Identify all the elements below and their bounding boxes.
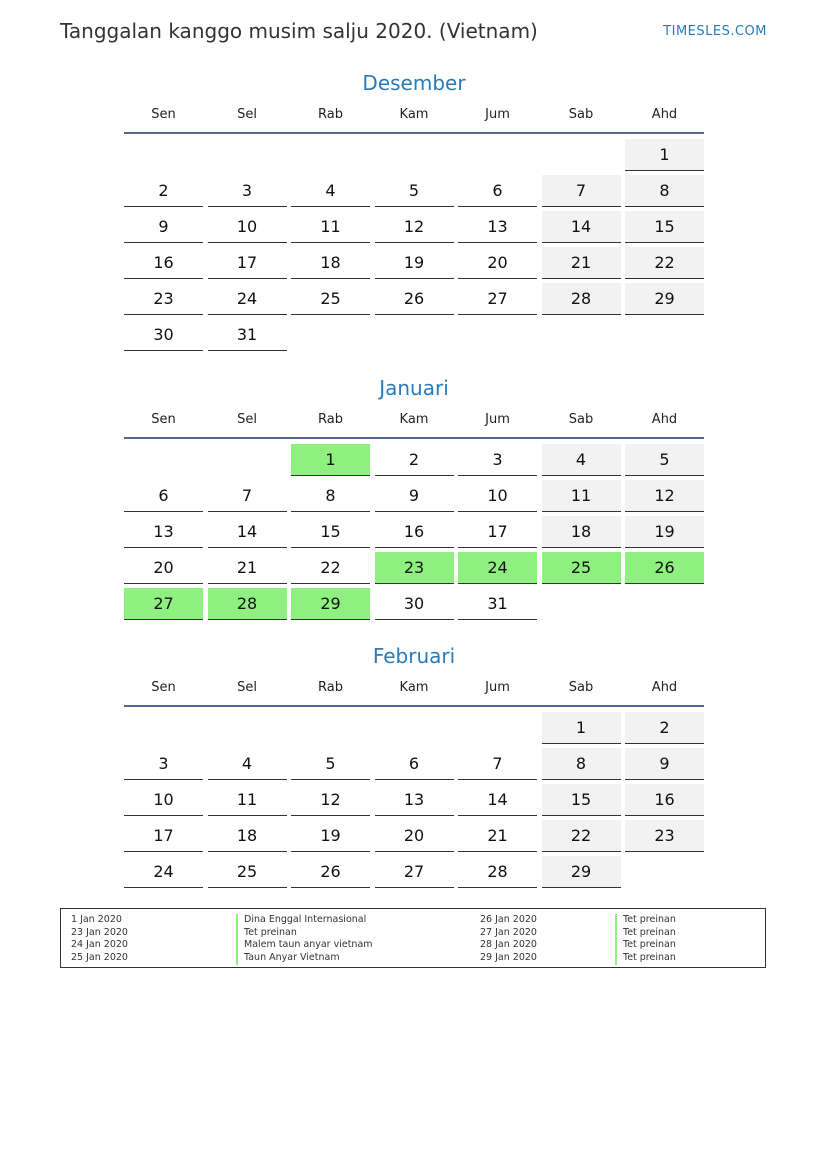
day-cell[interactable]: 23 [375, 552, 454, 584]
legend-name: Tet preinan [615, 914, 676, 927]
empty-cell [291, 139, 370, 171]
day-cell[interactable]: 16 [124, 247, 203, 279]
day-cell[interactable]: 20 [124, 552, 203, 584]
day-cell[interactable]: 18 [291, 247, 370, 279]
day-cell[interactable]: 8 [542, 748, 621, 780]
day-cell[interactable]: 12 [291, 784, 370, 816]
day-cell[interactable]: 1 [625, 139, 704, 171]
day-cell[interactable]: 27 [458, 283, 537, 315]
day-cell[interactable]: 4 [291, 175, 370, 207]
empty-cell [375, 712, 454, 744]
legend-name: Dina Enggal Internasional [236, 914, 373, 927]
day-cell[interactable]: 25 [208, 856, 287, 888]
day-cell[interactable]: 23 [124, 283, 203, 315]
empty-cell [291, 712, 370, 744]
legend-name: Taun Anyar Vietnam [236, 952, 373, 965]
day-cell[interactable]: 6 [458, 175, 537, 207]
empty-cell [208, 444, 287, 476]
day-cell[interactable]: 2 [124, 175, 203, 207]
day-cell[interactable]: 31 [208, 319, 287, 351]
legend-date: 25 Jan 2020 [71, 952, 128, 964]
empty-cell [124, 139, 203, 171]
day-cell[interactable]: 16 [625, 784, 704, 816]
empty-cell [124, 444, 203, 476]
legend-name: Tet preinan [615, 939, 676, 952]
day-cell[interactable]: 10 [458, 480, 537, 512]
day-cell[interactable]: 14 [458, 784, 537, 816]
day-cell[interactable]: 15 [542, 784, 621, 816]
day-cell[interactable]: 30 [375, 588, 454, 620]
month-title: Januari [379, 376, 449, 400]
day-cell[interactable]: 24 [124, 856, 203, 888]
day-cell[interactable]: 26 [625, 552, 704, 584]
weekday-label: Sel [237, 680, 257, 695]
day-cell[interactable]: 3 [458, 444, 537, 476]
weekday-label: Ahd [651, 107, 678, 122]
empty-cell [375, 139, 454, 171]
weekday-label: Sab [568, 107, 594, 122]
month-desember [124, 68, 704, 373]
legend-names-right [615, 914, 676, 965]
day-cell[interactable]: 5 [625, 444, 704, 476]
month-februari [124, 641, 704, 946]
day-grid [124, 712, 704, 888]
day-cell[interactable]: 11 [208, 784, 287, 816]
day-cell[interactable]: 17 [124, 820, 203, 852]
weekday-label: Ahd [651, 680, 678, 695]
day-cell[interactable]: 28 [208, 588, 287, 620]
weekday-label: Sel [237, 107, 257, 122]
empty-cell [458, 139, 537, 171]
legend-dates-left [71, 914, 128, 965]
day-cell[interactable]: 22 [625, 247, 704, 279]
day-cell[interactable]: 7 [542, 175, 621, 207]
day-cell[interactable]: 5 [375, 175, 454, 207]
brand-link[interactable]: TIMESLES.COM [663, 24, 767, 39]
day-cell[interactable]: 19 [625, 516, 704, 548]
holiday-legend [60, 908, 766, 968]
legend-date: 24 Jan 2020 [71, 939, 128, 951]
day-cell[interactable]: 9 [375, 480, 454, 512]
day-cell[interactable]: 28 [458, 856, 537, 888]
weekday-label: Rab [318, 412, 343, 427]
day-cell[interactable]: 29 [625, 283, 704, 315]
day-cell[interactable]: 22 [291, 552, 370, 584]
day-cell[interactable]: 7 [458, 748, 537, 780]
day-cell[interactable]: 18 [208, 820, 287, 852]
weekday-header [124, 403, 704, 439]
day-cell[interactable]: 31 [458, 588, 537, 620]
weekday-label: Jum [485, 412, 510, 427]
weekday-header [124, 671, 704, 707]
day-grid [124, 444, 704, 620]
legend-date: 23 Jan 2020 [71, 926, 128, 938]
day-cell[interactable]: 30 [124, 319, 203, 351]
day-cell[interactable]: 4 [542, 444, 621, 476]
day-cell[interactable]: 9 [625, 748, 704, 780]
empty-cell [542, 139, 621, 171]
day-cell[interactable]: 17 [208, 247, 287, 279]
day-cell[interactable]: 10 [124, 784, 203, 816]
empty-cell [208, 139, 287, 171]
month-title: Desember [362, 71, 466, 95]
weekday-label: Rab [318, 680, 343, 695]
day-cell[interactable]: 28 [542, 283, 621, 315]
day-cell[interactable]: 6 [124, 480, 203, 512]
legend-name: Malem taun anyar vietnam [236, 939, 373, 952]
legend-name: Tet preinan [236, 927, 373, 940]
day-cell[interactable]: 11 [542, 480, 621, 512]
weekday-label: Kam [399, 412, 429, 427]
day-cell[interactable]: 4 [208, 748, 287, 780]
day-cell[interactable]: 9 [124, 211, 203, 243]
day-cell[interactable]: 26 [375, 283, 454, 315]
day-cell[interactable]: 6 [375, 748, 454, 780]
day-cell[interactable]: 14 [208, 516, 287, 548]
legend-date: 1 Jan 2020 [71, 914, 122, 925]
day-cell[interactable]: 5 [291, 748, 370, 780]
weekday-label: Ahd [651, 412, 678, 427]
legend-dates-right [480, 914, 537, 965]
day-cell[interactable]: 23 [625, 820, 704, 852]
empty-cell [124, 712, 203, 744]
weekday-label: Sen [151, 107, 176, 122]
day-cell[interactable]: 20 [375, 820, 454, 852]
legend-name: Tet preinan [615, 952, 676, 965]
day-cell[interactable]: 22 [542, 820, 621, 852]
day-cell[interactable]: 2 [375, 444, 454, 476]
day-cell[interactable]: 26 [291, 856, 370, 888]
day-cell[interactable]: 27 [124, 588, 203, 620]
day-cell[interactable]: 7 [208, 480, 287, 512]
day-cell[interactable]: 20 [458, 247, 537, 279]
day-cell[interactable]: 19 [375, 247, 454, 279]
day-cell[interactable]: 21 [542, 247, 621, 279]
day-cell[interactable]: 18 [542, 516, 621, 548]
legend-date: 28 Jan 2020 [480, 939, 537, 951]
weekday-label: Sab [568, 680, 594, 695]
month-januari [124, 373, 704, 641]
day-cell[interactable]: 1 [542, 712, 621, 744]
weekday-label: Sen [151, 412, 176, 427]
day-cell[interactable]: 13 [458, 211, 537, 243]
day-cell[interactable]: 13 [375, 784, 454, 816]
day-cell[interactable]: 2 [625, 712, 704, 744]
weekday-label: Kam [399, 680, 429, 695]
day-cell[interactable]: 1 [291, 444, 370, 476]
day-cell[interactable]: 19 [291, 820, 370, 852]
day-cell[interactable]: 10 [208, 211, 287, 243]
legend-name: Tet preinan [615, 927, 676, 940]
day-cell[interactable]: 21 [458, 820, 537, 852]
weekday-label: Sel [237, 412, 257, 427]
day-cell[interactable]: 12 [375, 211, 454, 243]
empty-cell [208, 712, 287, 744]
weekday-header [124, 98, 704, 134]
day-cell[interactable]: 12 [625, 480, 704, 512]
day-cell[interactable]: 14 [542, 211, 621, 243]
day-cell[interactable]: 24 [208, 283, 287, 315]
calendar-months [124, 68, 704, 946]
day-cell[interactable]: 16 [375, 516, 454, 548]
day-cell[interactable]: 24 [458, 552, 537, 584]
day-cell[interactable]: 15 [625, 211, 704, 243]
legend-names-left [236, 914, 373, 965]
day-cell[interactable]: 25 [542, 552, 621, 584]
day-cell[interactable]: 8 [291, 480, 370, 512]
page-title: Tanggalan kanggo musim salju 2020. (Vietnam) [60, 19, 538, 43]
day-cell[interactable]: 15 [291, 516, 370, 548]
day-cell[interactable]: 11 [291, 211, 370, 243]
weekday-label: Jum [485, 680, 510, 695]
day-cell[interactable]: 29 [291, 588, 370, 620]
weekday-label: Kam [399, 107, 429, 122]
day-cell[interactable]: 3 [124, 748, 203, 780]
legend-date: 26 Jan 2020 [480, 914, 537, 925]
day-cell[interactable]: 13 [124, 516, 203, 548]
day-grid [124, 139, 704, 351]
month-title: Februari [372, 644, 456, 668]
day-cell[interactable]: 29 [542, 856, 621, 888]
legend-date: 27 Jan 2020 [480, 926, 537, 938]
empty-cell [458, 712, 537, 744]
weekday-label: Jum [485, 107, 510, 122]
day-cell[interactable]: 21 [208, 552, 287, 584]
day-cell[interactable]: 3 [208, 175, 287, 207]
day-cell[interactable]: 25 [291, 283, 370, 315]
legend-date: 29 Jan 2020 [480, 952, 537, 964]
weekday-label: Rab [318, 107, 343, 122]
weekday-label: Sen [151, 680, 176, 695]
day-cell[interactable]: 17 [458, 516, 537, 548]
day-cell[interactable]: 27 [375, 856, 454, 888]
weekday-label: Sab [568, 412, 594, 427]
day-cell[interactable]: 8 [625, 175, 704, 207]
